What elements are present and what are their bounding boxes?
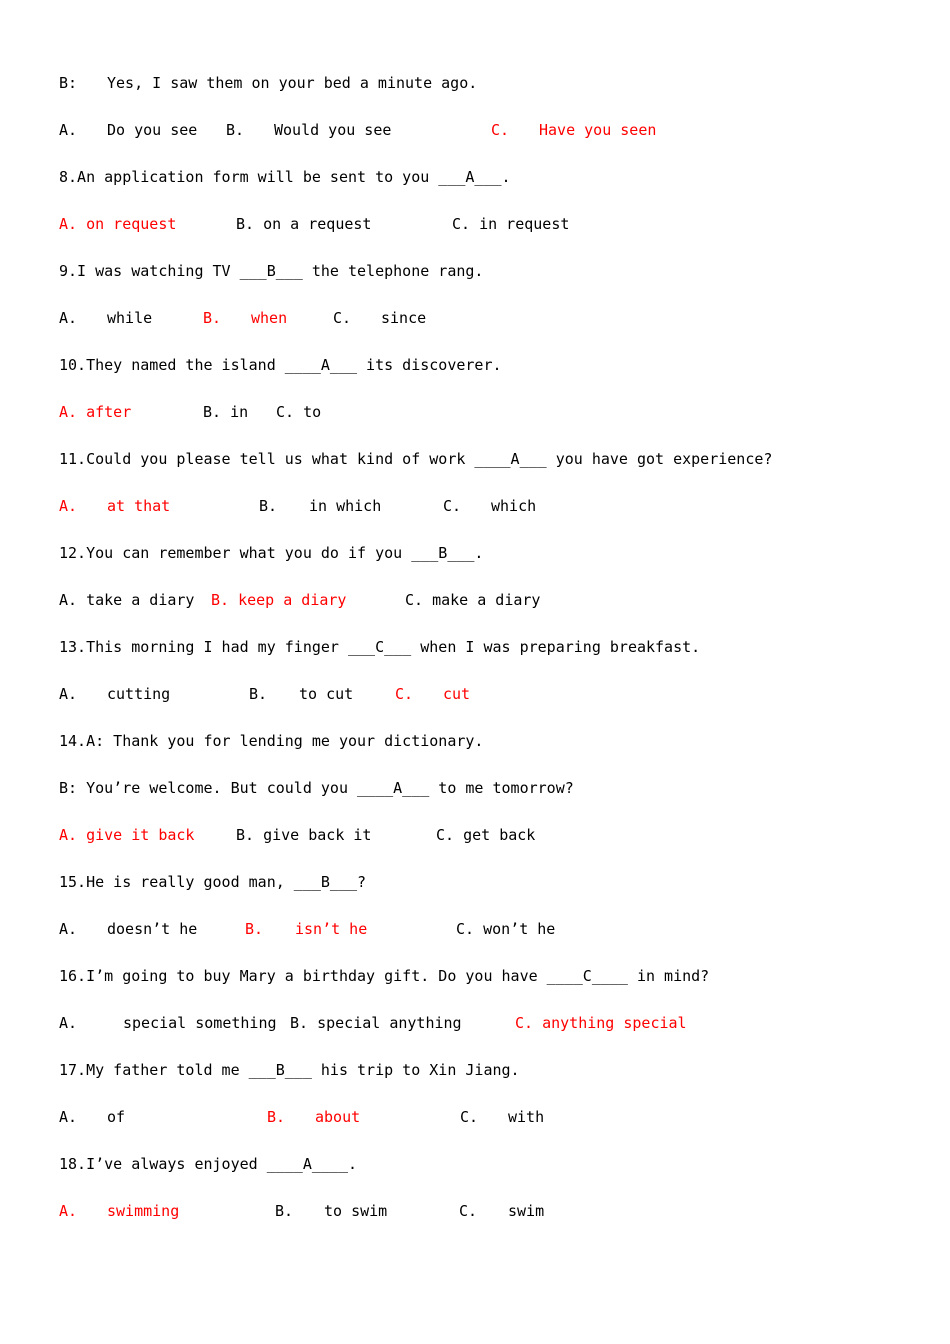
text-segment: 16.I’m going to buy Mary a birthday gift. Do you have ____C____ in mind? — [59, 967, 710, 985]
answer-text: A. on request — [59, 215, 177, 233]
text-segment: while — [107, 309, 153, 327]
text-segment: B. on a request — [236, 215, 372, 233]
text-segment: 14.A: Thank you for lending me your dictionary. — [59, 732, 484, 750]
text-segment: to cut — [299, 685, 354, 703]
text-segment: 13.This morning I had my finger ___C___ when I was preparing breakfast. — [59, 638, 701, 656]
answer-text: B. keep a diary — [211, 591, 347, 609]
answer-text: B. — [245, 920, 264, 938]
answer-text: swimming — [107, 1202, 180, 1220]
text-segment: B. in — [203, 403, 249, 421]
text-segment: doesn’t he — [107, 920, 198, 938]
text-segment: A. — [59, 920, 78, 938]
text-segment: A. take a diary — [59, 591, 195, 609]
text-segment: A. — [59, 121, 78, 139]
text-segment: B. — [259, 497, 278, 515]
answer-text: B. — [267, 1108, 286, 1126]
text-segment: Yes, I saw them on your bed a minute ago. — [107, 74, 478, 92]
text-segment: B: You’re welcome. But could you ____A___ to me tomorrow? — [59, 779, 574, 797]
text-segment: C. in request — [452, 215, 570, 233]
text-segment: cutting — [107, 685, 171, 703]
answer-text: B. — [203, 309, 222, 327]
answer-text: at that — [107, 497, 171, 515]
answer-text: A. — [59, 1202, 78, 1220]
text-segment: A. — [59, 309, 78, 327]
text-segment: C. — [333, 309, 352, 327]
text-segment: C. get back — [436, 826, 536, 844]
text-segment: since — [381, 309, 427, 327]
text-segment: C. — [459, 1202, 478, 1220]
text-segment: 10.They named the island ____A___ its discoverer. — [59, 356, 502, 374]
text-segment: 15.He is really good man, ___B___? — [59, 873, 367, 891]
text-segment: 17.My father told me ___B___ his trip to Xin Jiang. — [59, 1061, 520, 1079]
answer-text: C. anything special — [515, 1014, 687, 1032]
text-segment: C. to — [276, 403, 322, 421]
text-segment: 12.You can remember what you do if you ___B___. — [59, 544, 484, 562]
text-segment: C. — [460, 1108, 479, 1126]
answer-text: A. give it back — [59, 826, 195, 844]
answer-text: about — [315, 1108, 361, 1126]
text-segment: B. — [249, 685, 268, 703]
text-segment: A. — [59, 685, 78, 703]
answer-text: cut — [443, 685, 471, 703]
answer-text: Have you seen — [539, 121, 657, 139]
text-segment: of — [107, 1108, 126, 1126]
text-segment: Would you see — [274, 121, 392, 139]
text-segment: B. special anything — [290, 1014, 462, 1032]
answer-text: when — [251, 309, 288, 327]
text-segment: Do you see — [107, 121, 198, 139]
text-segment: 9.I was watching TV ___B___ the telephone rang. — [59, 262, 484, 280]
text-segment: with — [508, 1108, 545, 1126]
answer-text: isn’t he — [295, 920, 368, 938]
text-segment: B. — [275, 1202, 294, 1220]
text-segment: swim — [508, 1202, 545, 1220]
text-segment: to swim — [324, 1202, 388, 1220]
text-segment: B. give back it — [236, 826, 372, 844]
text-segment: B. — [226, 121, 245, 139]
text-segment: in which — [309, 497, 382, 515]
text-segment: which — [491, 497, 537, 515]
text-segment: C. won’t he — [456, 920, 556, 938]
text-segment: special something — [123, 1014, 277, 1032]
text-segment: C. make a diary — [405, 591, 541, 609]
text-segment: 8.An application form will be sent to you ___A___. — [59, 168, 511, 186]
text-segment: A. — [59, 1108, 78, 1126]
text-segment: A. — [59, 1014, 78, 1032]
answer-text: A. — [59, 497, 78, 515]
answer-text: A. after — [59, 403, 132, 421]
text-segment: 18.I’ve always enjoyed ____A____. — [59, 1155, 358, 1173]
text-segment: B: — [59, 74, 78, 92]
text-segment: C. — [443, 497, 462, 515]
answer-text: C. — [395, 685, 414, 703]
text-segment: 11.Could you please tell us what kind of work ____A___ you have got experience? — [59, 450, 773, 468]
answer-text: C. — [491, 121, 510, 139]
